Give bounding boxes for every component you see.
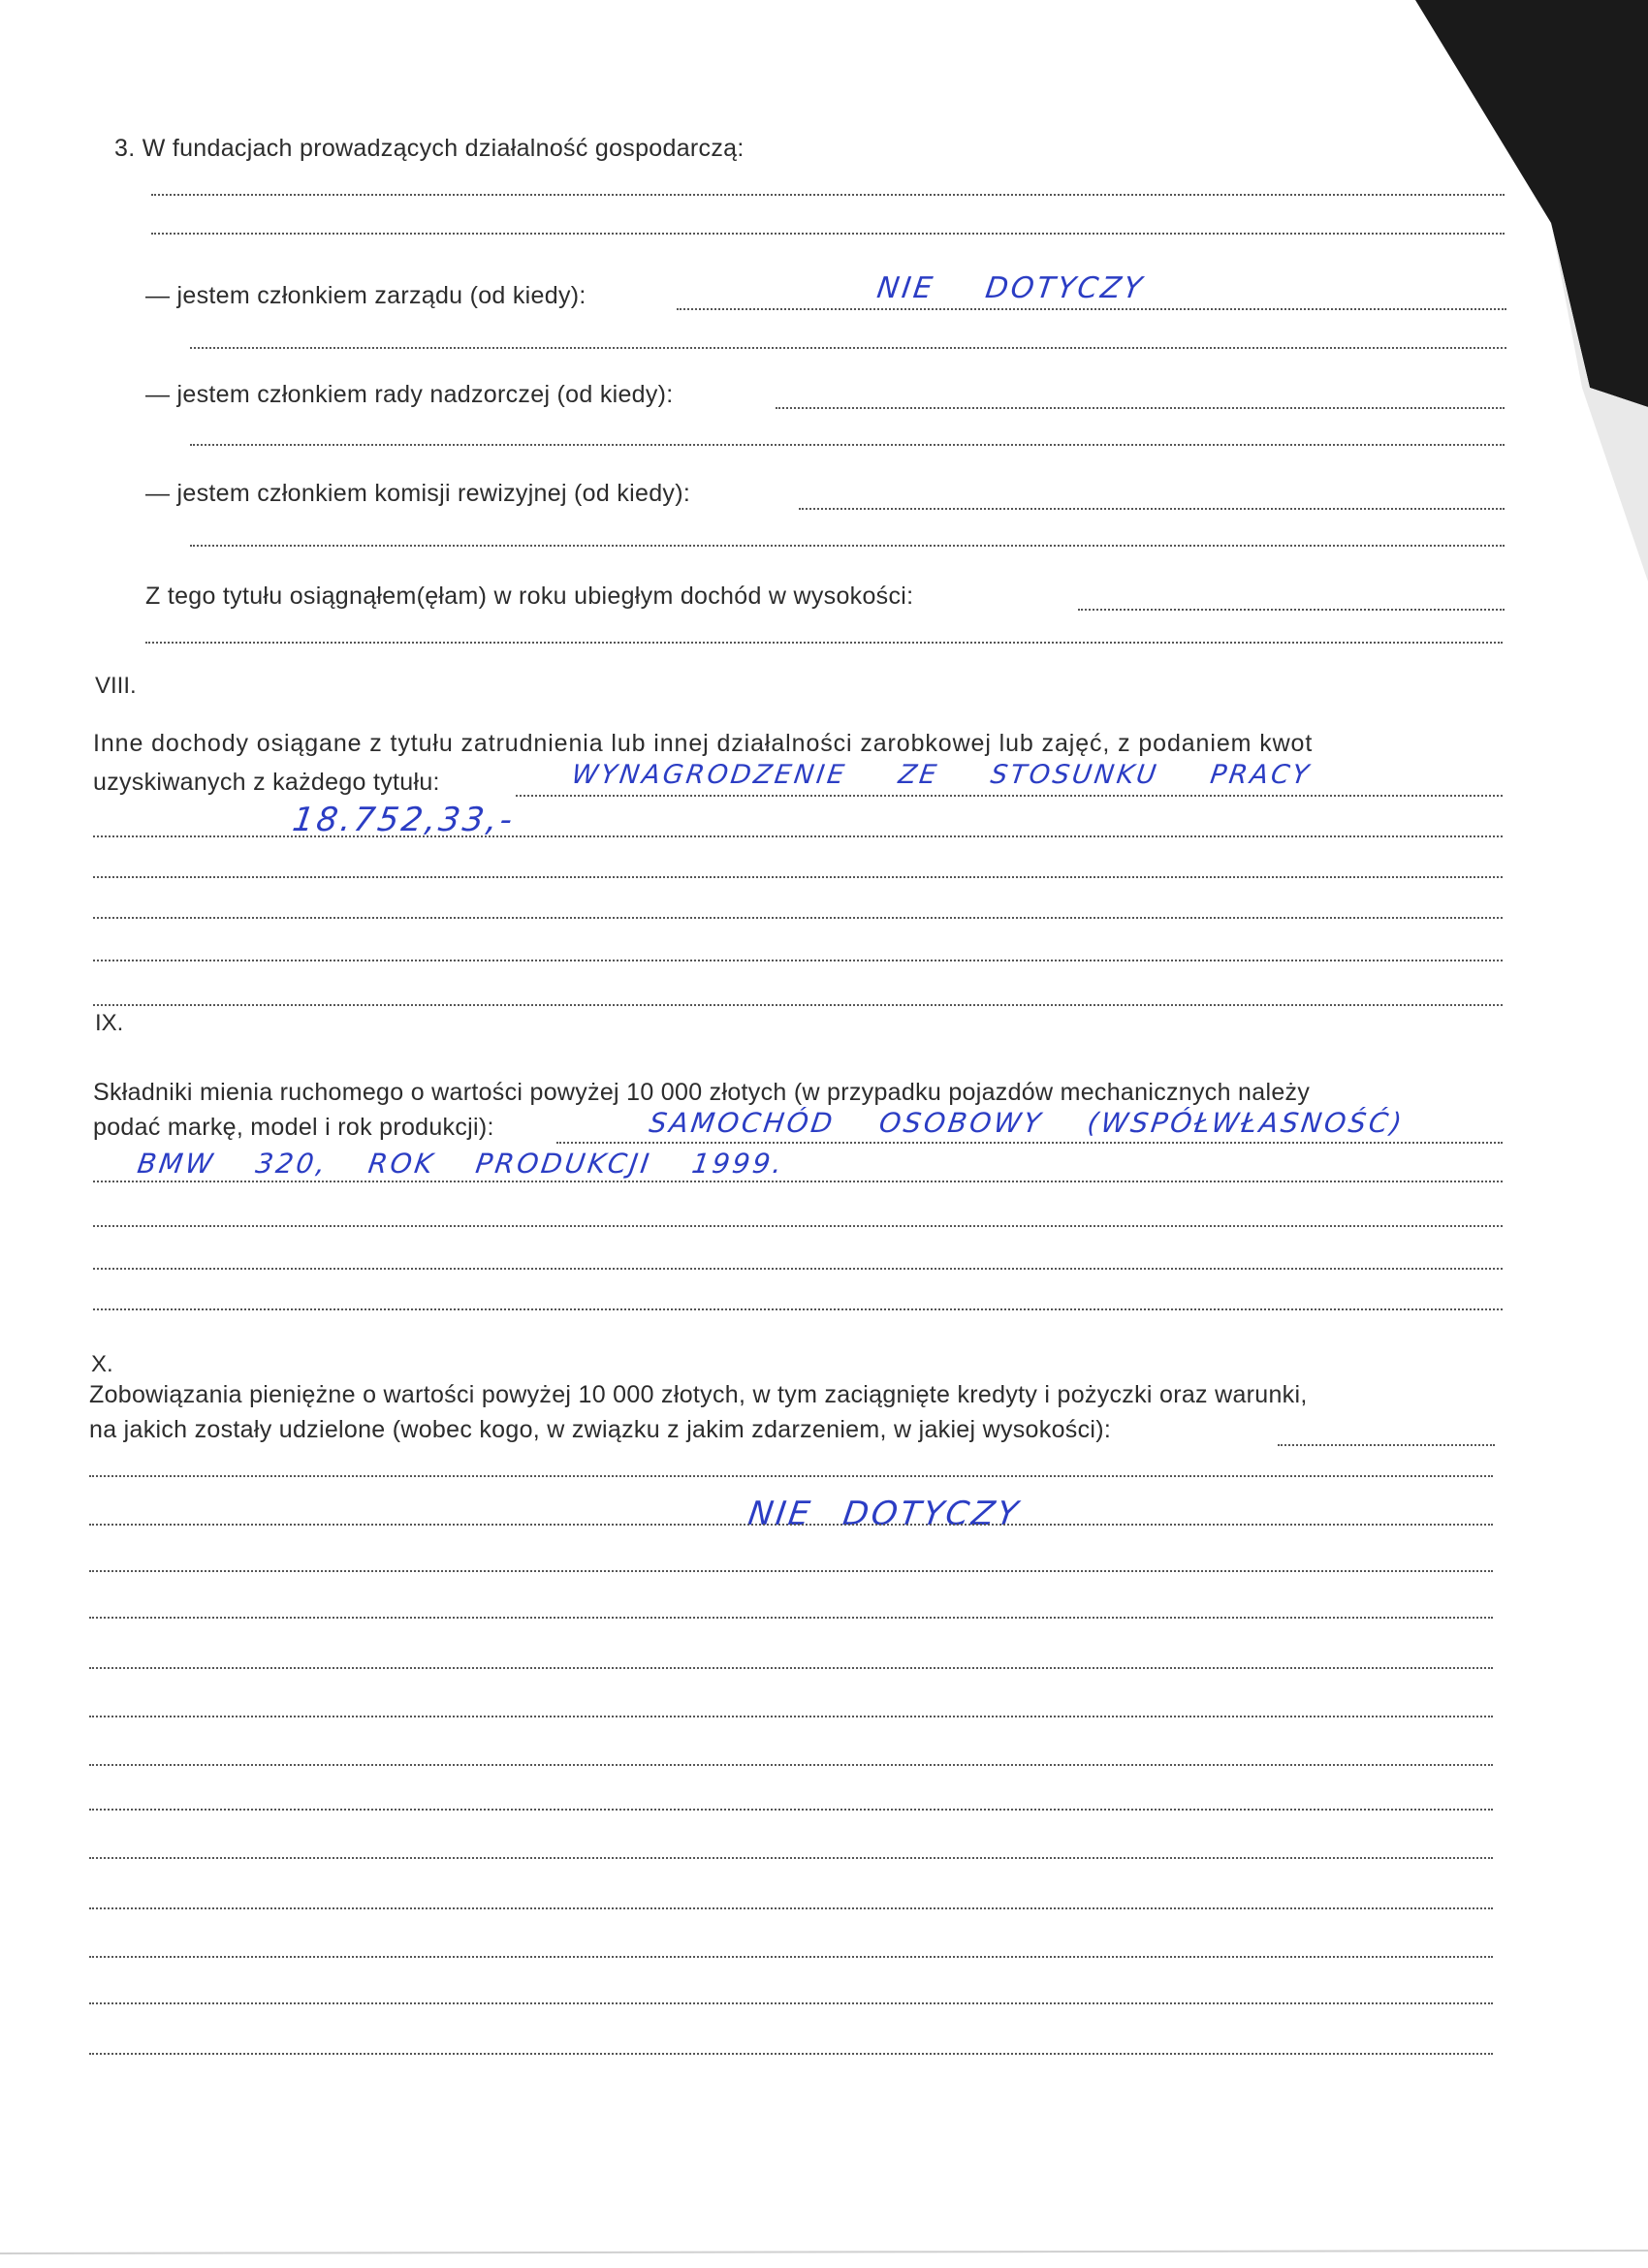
answer-line[interactable] (799, 508, 1505, 510)
fund-board-label: — jestem członkiem zarządu (od kiedy): (145, 282, 586, 309)
answer-line[interactable] (677, 308, 1506, 310)
answer-line[interactable] (93, 1225, 1503, 1227)
fund-heading: 3. W fundacjach prowadzących działalność gospodarczą: (114, 135, 745, 162)
answer-line[interactable] (1078, 609, 1505, 611)
answer-line[interactable] (776, 407, 1505, 409)
answer-line[interactable] (93, 960, 1503, 961)
answer-line[interactable] (151, 194, 1505, 196)
section-x-answer: NIE DOTYCZY (745, 1495, 1024, 1533)
answer-line[interactable] (89, 1667, 1493, 1669)
answer-line[interactable] (151, 233, 1505, 235)
answer-line[interactable] (93, 1004, 1503, 1006)
answer-line[interactable] (93, 917, 1503, 919)
answer-line[interactable] (89, 1956, 1493, 1958)
fund-audit-label: — jestem członkiem komisji rewizyjnej (od kiedy): (145, 480, 691, 507)
answer-line[interactable] (89, 1857, 1493, 1859)
answer-line[interactable] (89, 1524, 1493, 1526)
section-viii-answer: WYNAGRODZENIE ZE STOSUNKU PRACY (569, 760, 1314, 790)
section-ix-text: podać markę, model i rok produkcji): (93, 1114, 494, 1141)
answer-line[interactable] (89, 2053, 1493, 2055)
answer-line[interactable] (89, 1570, 1493, 1572)
answer-line[interactable] (93, 1181, 1503, 1182)
section-ix-answer: SAMOCHÓD OSOBOWY (WSPÓŁWŁASNOŚĆ) (647, 1107, 1407, 1139)
answer-line[interactable] (93, 876, 1503, 878)
section-ix-text: Składniki mienia ruchomego o wartości powyżej 10 000 złotych (w przypadku pojazdów mechanicznych należy (93, 1079, 1311, 1106)
answer-line[interactable] (190, 444, 1505, 446)
answer-line[interactable] (145, 642, 1503, 644)
answer-line[interactable] (516, 795, 1503, 797)
section-ix-answer: BMW 320, ROK PRODUKCJI 1999. (135, 1148, 787, 1180)
answer-line[interactable] (190, 545, 1505, 547)
section-viii-text: uzyskiwanych z każdego tytułu: (93, 769, 440, 796)
answer-line[interactable] (89, 1809, 1493, 1811)
answer-line[interactable] (1278, 1444, 1495, 1446)
answer-line[interactable] (89, 1764, 1493, 1766)
section-x-text: na jakich zostały udzielone (wobec kogo, w związku z jakim zdarzeniem, w jakiej wysokości): (89, 1416, 1112, 1443)
section-ix-label: IX. (95, 1010, 124, 1036)
section-x-text: Zobowiązania pieniężne o wartości powyżej 10 000 złotych, w tym zaciągnięte kredyty i pożyczki oraz warunki, (89, 1381, 1308, 1408)
answer-line[interactable] (93, 1268, 1503, 1270)
section-viii-label: VIII. (95, 673, 137, 699)
answer-line[interactable] (89, 1475, 1493, 1477)
answer-line[interactable] (89, 2002, 1493, 2004)
section-viii-text: Inne dochody osiągane z tytułu zatrudnienia lub innej działalności zarobkowej lub zajęć, z podaniem kwot (93, 730, 1314, 757)
fund-supervisory-label: — jestem członkiem rady nadzorczej (od kiedy): (145, 381, 674, 408)
section-viii-amount: 18.752,33,- (290, 801, 518, 839)
fund-board-answer: NIE DOTYCZY (874, 271, 1147, 305)
answer-line[interactable] (93, 1308, 1503, 1310)
fund-income-label: Z tego tytułu osiągnąłem(ęłam) w roku ubiegłym dochód w wysokości: (145, 583, 914, 610)
answer-line[interactable] (556, 1142, 1503, 1144)
section-x-label: X. (91, 1351, 113, 1377)
answer-line[interactable] (190, 347, 1506, 349)
answer-line[interactable] (89, 1617, 1493, 1619)
answer-line[interactable] (89, 1716, 1493, 1717)
answer-line[interactable] (89, 1907, 1493, 1909)
